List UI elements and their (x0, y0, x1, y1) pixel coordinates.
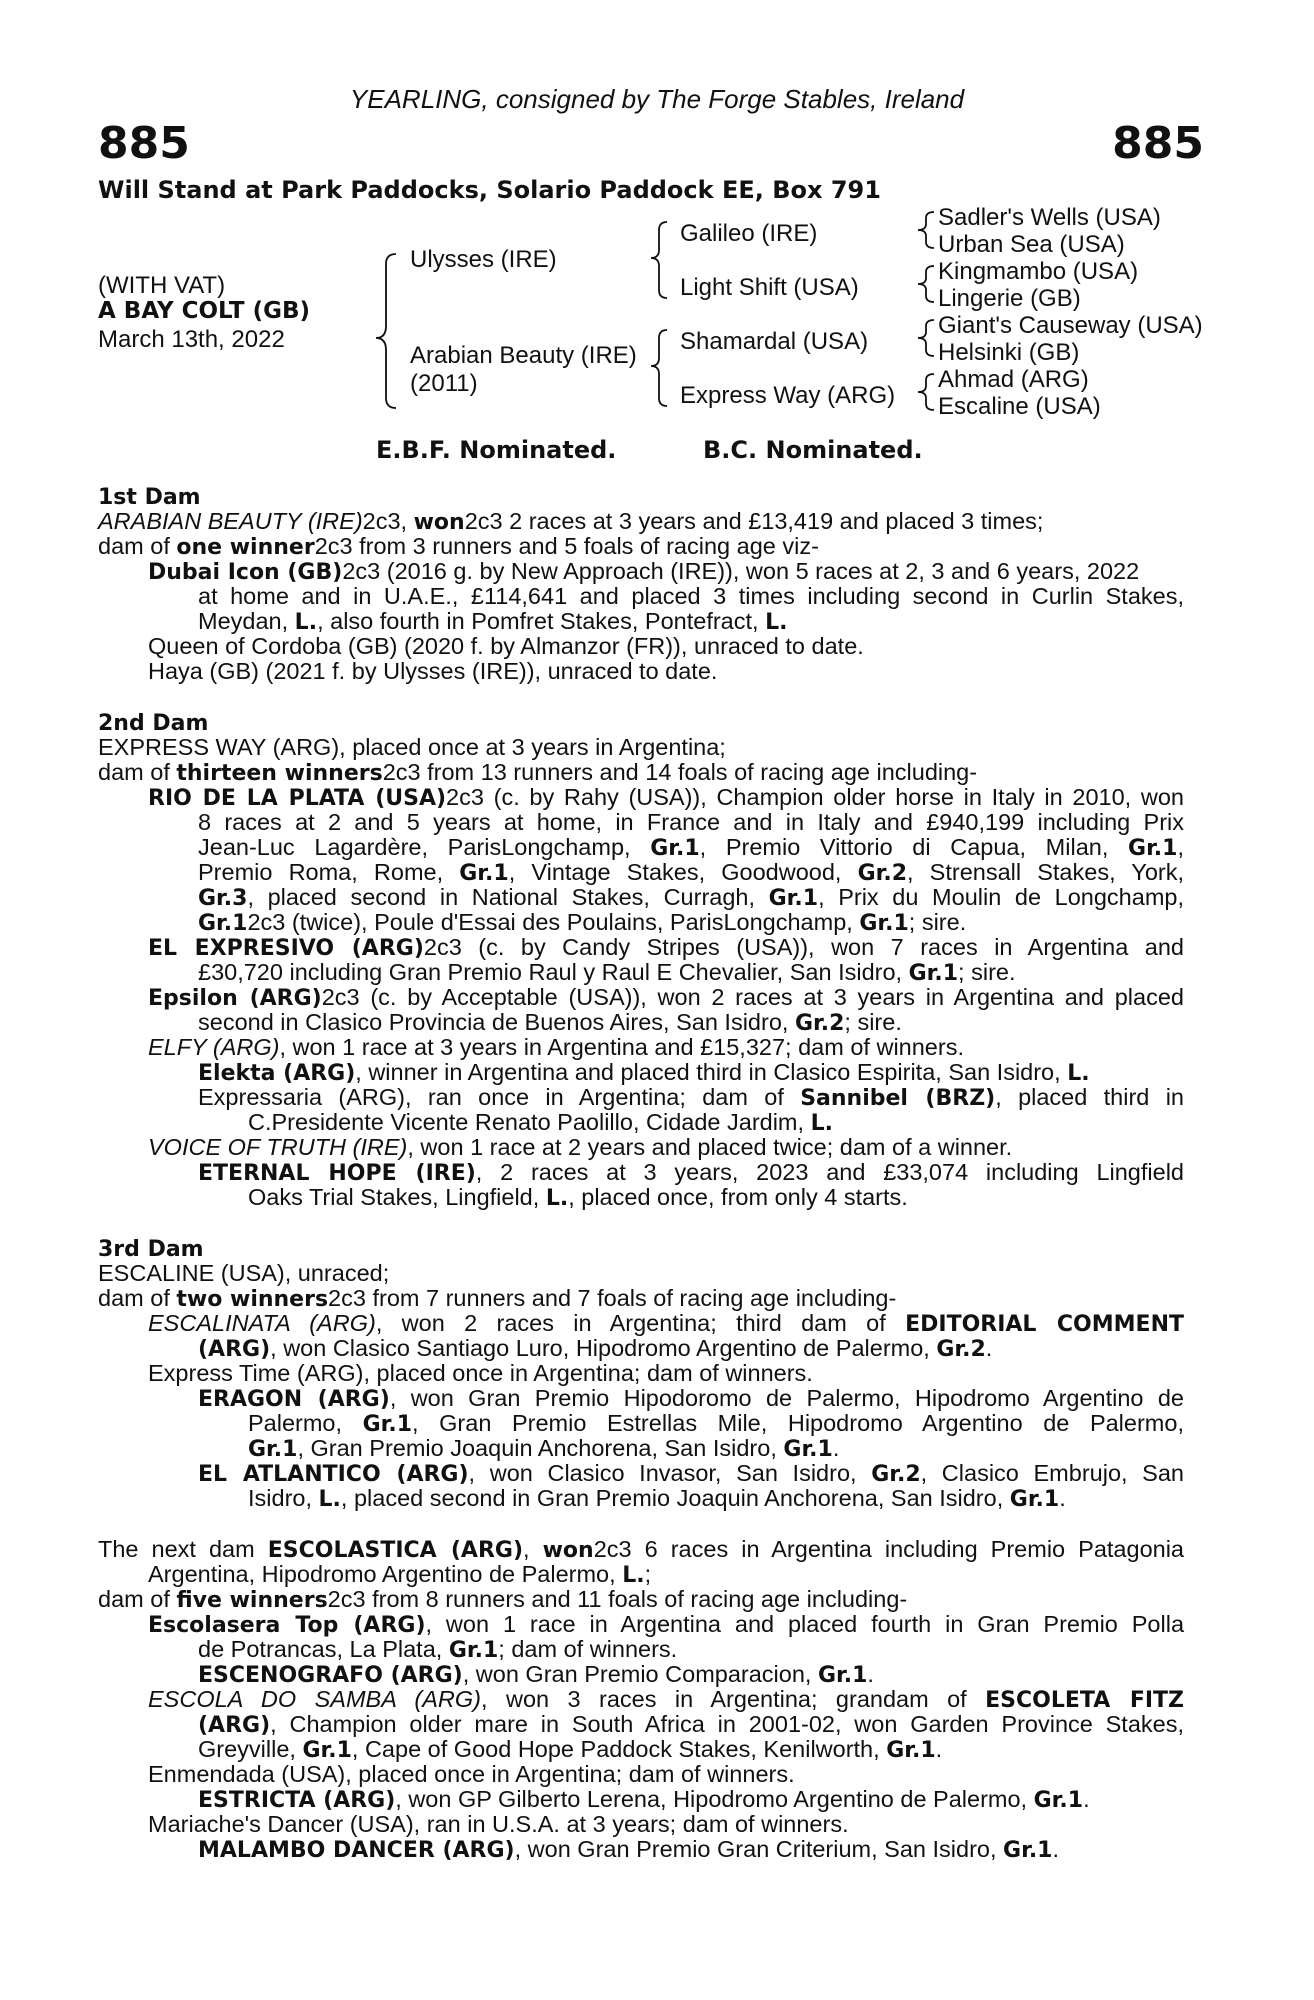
text-line (198, 1160, 1184, 1187)
bold-text: Gr.2 (794, 1011, 845, 1036)
gen3-7: Ahmad (ARG) (938, 366, 1089, 393)
italic-text: VOICE OF TRUTH (IRE) (148, 1134, 408, 1160)
text-segment: Express Time (ARG), placed once in Argentina; dam of winners. (148, 1360, 813, 1386)
text-segment: second in Clasico Provincia de Buenos Aires, San Isidro, (198, 1009, 795, 1035)
bold-text: L. (545, 1186, 569, 1211)
text-segment: , Cape of Good Hope Paddock Stakes, Kenilworth, (351, 1736, 887, 1762)
text-segment: . (1083, 1786, 1090, 1812)
gen3-4: Lingerie (GB) (938, 285, 1081, 312)
text-line (148, 985, 1184, 1012)
bold-text: Elekta (ARG) (198, 1061, 356, 1086)
text-segment: . (1052, 1836, 1060, 1862)
text-segment: Greyville, (198, 1736, 303, 1762)
sire-dam: Light Shift (USA) (680, 274, 859, 301)
text-segment: ; sire. (844, 1009, 902, 1035)
bold-text: (ARG) (198, 1337, 271, 1362)
text-line (198, 835, 1184, 862)
text-segment: 2c3 2 races at 3 years and £13,419 and placed 3 times; (464, 508, 1044, 534)
gen3-3: Kingmambo (USA) (938, 258, 1139, 285)
bold-text: L. (318, 1487, 341, 1512)
gen3-8: Escaline (USA) (938, 393, 1101, 420)
bold-text: Gr.1 (783, 1437, 833, 1462)
bold-text: ESTRICTA (ARG) (198, 1788, 396, 1813)
text-segment: Haya (GB) (2021 f. by Ulysses (IRE)), unraced to date. (148, 658, 718, 684)
text-segment: , won Clasico Invasor, San Isidro, (468, 1460, 872, 1486)
text-segment: , won Gran Premio Hipodoromo de Palermo, Hipodromo Argentino de (389, 1385, 1184, 1411)
text-line (198, 1085, 1184, 1112)
text-segment: 2c3 from 8 runners and 11 foals of racing age including- (327, 1586, 908, 1612)
vat-note: (WITH VAT) (98, 272, 226, 299)
bold-text: Gr.2 (857, 861, 908, 886)
bold-text: L. (1067, 1061, 1090, 1086)
text-segment: Premio Roma, Rome, (198, 859, 460, 885)
text-line (198, 1712, 1184, 1739)
text-segment: , Gran Premio Estrellas Mile, Hipodromo Argentino de Palermo, (412, 1410, 1184, 1436)
italic-text: ESCALINATA (ARG) (148, 1310, 376, 1336)
bold-text: Gr.1 (817, 1663, 868, 1688)
gen3-5: Giant's Causeway (USA) (938, 312, 1203, 339)
text-segment: 2c3 from 3 runners and 5 foals of racing age viz- (314, 533, 819, 559)
text-line (98, 509, 1043, 536)
dam-year: (2011) (410, 370, 478, 397)
text-line (248, 1436, 839, 1463)
text-segment: 8 races at 2 and 5 years at home, in France and in Italy and £940,199 including Prix (198, 809, 1184, 835)
text-segment: dam of (98, 1285, 177, 1311)
text-line (98, 1286, 896, 1313)
text-line (198, 1060, 1090, 1087)
text-segment: , placed once, from only 4 starts. (568, 1184, 908, 1210)
bold-text: one winner (176, 535, 315, 560)
bold-text: EDITORIAL COMMENT (905, 1312, 1184, 1337)
stabling-location: Will Stand at Park Paddocks, Solario Paddock EE, Box 791 (98, 176, 881, 204)
text-segment: 2c3, (362, 508, 414, 534)
text-segment: , Prix du Moulin de Longchamp, (818, 884, 1184, 910)
text-segment: ; (644, 1561, 652, 1587)
bold-text: Gr.1 (198, 911, 248, 936)
bold-text: L. (294, 610, 318, 635)
bold-text: Gr.1 (908, 961, 959, 986)
text-segment: Isidro, (248, 1485, 319, 1511)
text-segment: . (867, 1661, 874, 1687)
text-line (148, 559, 1139, 586)
text-line (248, 1110, 833, 1137)
text-segment: , Champion older mare in South Africa in 2001-02, won Garden Province Stakes, (270, 1711, 1184, 1737)
bold-text: Gr.1 (768, 886, 819, 911)
foaling-date: March 13th, 2022 (98, 326, 285, 353)
section-heading (98, 710, 208, 737)
bold-text: MALAMBO DANCER (ARG) (198, 1838, 515, 1863)
bold-text: L. (622, 1563, 645, 1588)
bold-text: Gr.1 (1128, 836, 1178, 861)
text-line (148, 659, 717, 685)
sire: Ulysses (IRE) (410, 246, 557, 273)
horse-name: A BAY COLT (GB) (98, 298, 311, 324)
text-line (198, 860, 1184, 887)
text-segment: Argentina, Hipodromo Argentino de Palermo, (148, 1561, 623, 1587)
lot-number-left: 885 (98, 118, 190, 169)
text-line (148, 1361, 813, 1387)
text-line (148, 1812, 849, 1838)
text-line (148, 935, 1184, 962)
bold-text: won (413, 510, 465, 535)
text-line (198, 1386, 1184, 1413)
bold-text: Dubai Icon (GB) (148, 560, 343, 585)
text-line (148, 1762, 795, 1788)
bold-text: Gr.1 (1033, 1788, 1084, 1813)
bold-text: RIO DE LA PLATA (USA) (148, 786, 447, 811)
bold-text: ETERNAL HOPE (IRE) (198, 1161, 476, 1186)
text-line (98, 1261, 389, 1287)
section-heading-text: 1st Dam (98, 485, 201, 510)
text-line (148, 785, 1184, 812)
dam: Arabian Beauty (IRE) (410, 342, 637, 369)
bold-text: Gr.3 (198, 886, 248, 911)
text-segment: 2c3 from 7 runners and 7 foals of racing age including- (328, 1285, 897, 1311)
text-segment: , Vintage Stakes, Goodwood, (508, 859, 858, 885)
text-line (98, 760, 977, 787)
text-segment: , winner in Argentina and placed third in Clasico Espirita, San Isidro, (355, 1059, 1068, 1085)
text-line (198, 584, 1184, 610)
text-segment: , won GP Gilberto Lerena, Hipodromo Argentino de Palermo, (395, 1786, 1034, 1812)
text-line (198, 960, 1016, 987)
bold-text: Gr.2 (936, 1337, 986, 1362)
text-segment: de Potrancas, La Plata, (198, 1636, 449, 1662)
text-line (148, 1687, 1184, 1714)
text-line (198, 885, 1184, 912)
consignment-line: YEARLING, consigned by The Forge Stables, Ireland (349, 84, 965, 114)
text-line (98, 735, 726, 761)
section-heading-text: 3rd Dam (98, 1237, 204, 1262)
text-line (198, 910, 966, 937)
text-segment: Mariache's Dancer (USA), ran in U.S.A. at 3 years; dam of winners. (148, 1811, 849, 1837)
text-line (98, 534, 819, 561)
gen3-1: Sadler's Wells (USA) (938, 204, 1161, 231)
text-segment: dam of (98, 533, 177, 559)
text-line (148, 1612, 1184, 1639)
bold-text: Gr.1 (302, 1738, 352, 1763)
text-segment: ESCALINE (USA), unraced; (98, 1260, 390, 1286)
text-segment: 2c3 (2016 g. by New Approach (IRE)), won 5 races at 2, 3 and 6 years, 2022 (342, 558, 1140, 584)
text-segment: , also fourth in Pomfret Stakes, Pontefract, (317, 608, 766, 634)
text-segment: , won 1 race at 3 years in Argentina and £15,327; dam of winners. (279, 1034, 964, 1060)
text-segment: dam of (98, 1586, 177, 1612)
text-segment: C.Presidente Vicente Renato Paolillo, Cidade Jardim, (248, 1109, 811, 1135)
bold-text: Gr.1 (650, 836, 700, 861)
text-line (198, 609, 787, 636)
bold-text: ESCOLETA FITZ (985, 1688, 1184, 1713)
bold-text: five winners (176, 1588, 328, 1613)
text-line (198, 810, 1184, 836)
text-segment: , Premio Vittorio di Capua, Milan, (699, 834, 1129, 860)
text-segment: at home and in U.A.E., £114,641 and placed 3 times including second in Curlin Stakes, (198, 583, 1184, 609)
bold-text: L. (810, 1111, 833, 1136)
text-segment: . (832, 1435, 840, 1461)
text-segment: Queen of Cordoba (GB) (2020 f. by Almanzor (FR)), unraced to date. (148, 633, 864, 659)
bold-text: Gr.1 (362, 1412, 413, 1437)
bold-text: Escolasera Top (ARG) (148, 1613, 426, 1638)
text-line (148, 1035, 964, 1061)
text-segment: , Gran Premio Joaquin Anchorena, San Isidro, (297, 1435, 784, 1461)
text-segment: £30,720 including Gran Premio Raul y Raul E Chevalier, San Isidro, (198, 959, 909, 985)
bold-text: won (542, 1538, 594, 1563)
bold-text: (ARG) (198, 1713, 271, 1738)
text-segment: , won Gran Premio Gran Criterium, San Isidro, (514, 1836, 1004, 1862)
text-line (98, 1537, 1184, 1564)
text-line (98, 1587, 907, 1614)
bold-text: two winners (176, 1287, 329, 1312)
sire-sire: Galileo (IRE) (680, 220, 818, 247)
text-segment: . (1059, 1485, 1066, 1511)
text-segment: ; dam of winners. (498, 1636, 678, 1662)
text-segment: , won Gran Premio Comparacion, (462, 1661, 818, 1687)
text-line (248, 1486, 1066, 1513)
bold-text: Gr.1 (886, 1738, 936, 1763)
text-segment: The next dam (98, 1536, 268, 1562)
text-line (198, 1461, 1184, 1488)
text-segment: , won 2 races in Argentina; third dam of (375, 1310, 906, 1336)
bold-text: Gr.1 (859, 911, 909, 936)
bold-text: Gr.1 (1003, 1838, 1053, 1863)
text-segment: ; sire. (958, 959, 1016, 985)
text-segment: , Clasico Embrujo, San (920, 1460, 1184, 1486)
text-segment: Oaks Trial Stakes, Lingfield, (248, 1184, 546, 1210)
bold-text: Gr.1 (1009, 1487, 1060, 1512)
text-line (148, 1135, 1012, 1161)
section-heading (98, 484, 201, 511)
dam-sire: Shamardal (USA) (680, 328, 869, 355)
text-segment: ; sire. (908, 909, 967, 935)
text-segment: , Strensall Stakes, York, (907, 859, 1184, 885)
text-segment: Palermo, (248, 1410, 363, 1436)
bold-text: ERAGON (ARG) (198, 1387, 390, 1412)
text-segment: , (1177, 834, 1184, 860)
text-segment: , placed third in (995, 1084, 1184, 1110)
bc-nominated: B.C. Nominated. (703, 436, 923, 464)
text-line (248, 1185, 908, 1212)
bold-text: L. (765, 610, 788, 635)
text-line (198, 1787, 1090, 1814)
text-segment: 2c3 (c. by Acceptable (USA)), won 2 races at 3 years in Argentina and placed (321, 984, 1184, 1010)
text-segment: EXPRESS WAY (ARG), placed once at 3 years in Argentina; (98, 734, 726, 760)
text-line (198, 1662, 874, 1689)
text-line (148, 634, 864, 660)
text-line (198, 1837, 1059, 1864)
text-segment: Enmendada (USA), placed once in Argentina; dam of winners. (148, 1761, 795, 1787)
section-heading (98, 1236, 204, 1263)
text-segment: , won 1 race in Argentina and placed fourth in Gran Premio Polla (425, 1611, 1185, 1637)
lot-number-right: 885 (1112, 118, 1204, 169)
text-segment: , placed second in Gran Premio Joaquin Anchorena, San Isidro, (340, 1485, 1010, 1511)
text-segment: 2c3 (c. by Candy Stripes (USA)), won 7 races in Argentina and (423, 934, 1184, 960)
text-segment: Meydan, (198, 608, 295, 634)
bold-text: Sannibel (BRZ) (800, 1086, 996, 1111)
text-segment: , (523, 1536, 543, 1562)
text-line (248, 1411, 1184, 1438)
text-segment: Expressaria (ARG), ran once in Argentina; dam of (198, 1084, 801, 1110)
text-line (148, 1311, 1184, 1338)
bold-text: Gr.1 (459, 861, 509, 886)
text-segment: , 2 races at 3 years, 2023 and £33,074 including Lingfield (475, 1159, 1184, 1185)
gen3-6: Helsinki (GB) (938, 339, 1080, 366)
bold-text: Gr.2 (871, 1462, 921, 1487)
text-line (198, 1010, 902, 1037)
section-heading-text: 2nd Dam (98, 711, 209, 736)
dam-dam: Express Way (ARG) (680, 382, 896, 409)
text-segment: Jean-Luc Lagardère, ParisLongchamp, (198, 834, 651, 860)
text-segment: 2c3 6 races in Argentina including Premio Patagonia (593, 1536, 1184, 1562)
italic-text: ELFY (ARG) (148, 1034, 280, 1060)
text-segment: , won Clasico Santiago Luro, Hipodromo Argentino de Palermo, (270, 1335, 937, 1361)
text-line (148, 1562, 651, 1589)
text-segment: 2c3 (c. by Rahy (USA)), Champion older horse in Italy in 2010, won (446, 784, 1184, 810)
bold-text: Gr.1 (448, 1638, 499, 1663)
text-segment: 2c3 (twice), Poule d'Essai des Poulains, ParisLongchamp, (247, 909, 860, 935)
text-line (198, 1336, 992, 1363)
text-segment: . (935, 1736, 943, 1762)
bold-text: thirteen winners (176, 761, 383, 786)
bold-text: Gr.1 (248, 1437, 298, 1462)
text-line (198, 1637, 677, 1664)
ebf-nominated: E.B.F. Nominated. (376, 436, 617, 464)
text-segment: , placed second in National Stakes, Curragh, (247, 884, 769, 910)
text-segment: , won 3 races in Argentina; grandam of (481, 1686, 986, 1712)
bold-text: ESCENOGRAFO (ARG) (198, 1663, 463, 1688)
gen3-2: Urban Sea (USA) (938, 231, 1125, 258)
bold-text: Epsilon (ARG) (148, 986, 322, 1011)
text-segment: . (985, 1335, 993, 1361)
text-segment: dam of (98, 759, 177, 785)
text-segment: 2c3 from 13 runners and 14 foals of racing age including- (382, 759, 978, 785)
text-segment: , won 1 race at 2 years and placed twice; dam of a winner. (407, 1134, 1013, 1160)
text-line (198, 1737, 942, 1764)
italic-text: ARABIAN BEAUTY (IRE) (98, 508, 363, 534)
italic-text: ESCOLA DO SAMBA (ARG) (148, 1686, 482, 1712)
bold-text: EL ATLANTICO (ARG) (198, 1462, 469, 1487)
bold-text: EL EXPRESIVO (ARG) (148, 936, 424, 961)
bold-text: ESCOLASTICA (ARG) (267, 1538, 524, 1563)
